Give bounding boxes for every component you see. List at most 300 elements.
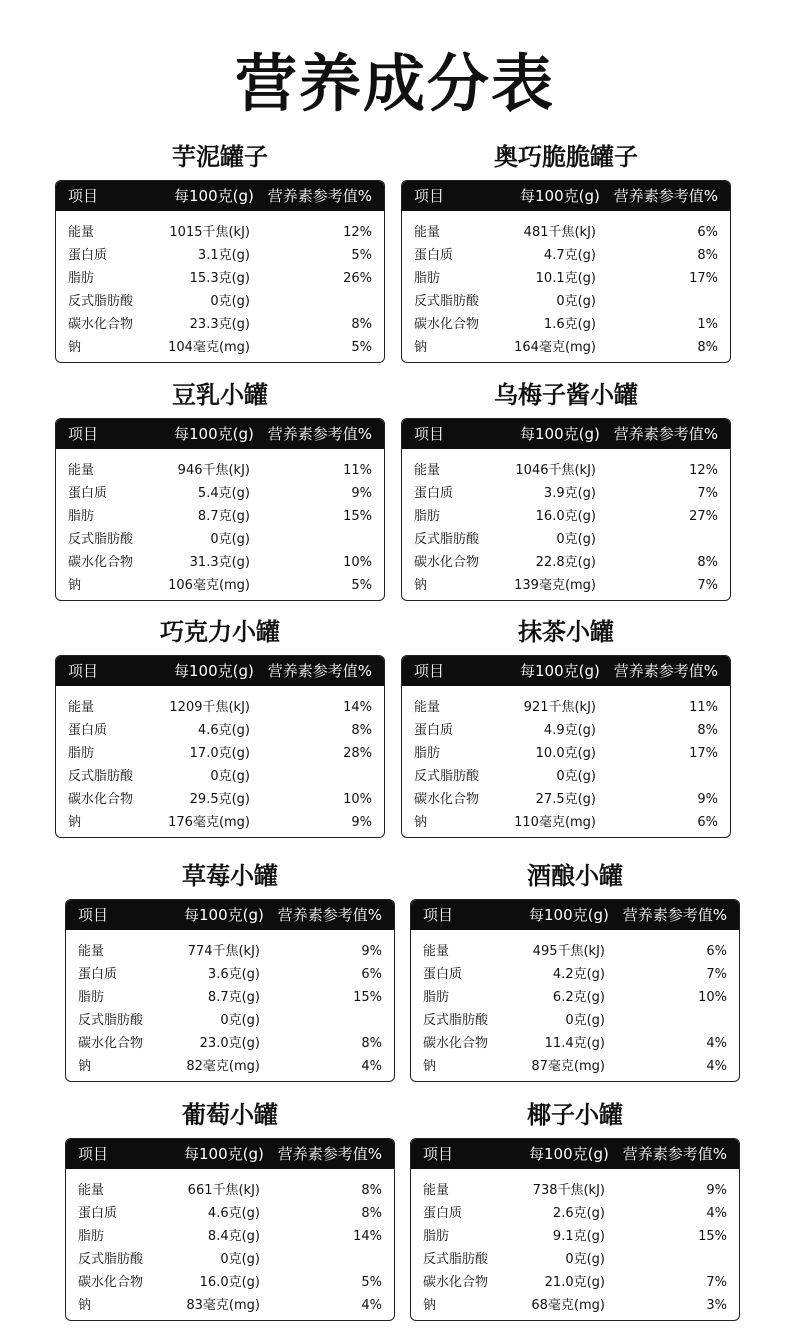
nutrient-value: 661千焦(kJ) — [187, 1183, 260, 1198]
nutrient-name: 脂肪 — [78, 990, 105, 1005]
nutrient-nrv: 15% — [698, 1229, 727, 1244]
nutrient-value: 22.8克(g) — [535, 555, 596, 570]
header-item: 项目 — [414, 662, 445, 680]
nutrient-name: 钠 — [414, 815, 428, 830]
table-row — [411, 1055, 739, 1078]
nutrient-value: 21.0克(g) — [544, 1275, 605, 1290]
nutrient-name: 蛋白质 — [414, 248, 454, 263]
header-per100: 每100克(g) — [174, 662, 254, 680]
nutrient-value: 0克(g) — [210, 769, 250, 784]
nutrient-nrv: 17% — [689, 271, 718, 286]
table-body — [66, 1169, 394, 1317]
card-title: 奥巧脆脆罐子 — [494, 143, 638, 171]
nutrient-nrv: 5% — [361, 1275, 382, 1290]
nutrient-name: 蛋白质 — [78, 1206, 118, 1221]
table-row — [56, 742, 384, 765]
table-row — [66, 1202, 394, 1225]
nutrient-name: 碳水化合物 — [414, 555, 480, 570]
card-title: 豆乳小罐 — [172, 381, 268, 409]
nutrient-name: 脂肪 — [78, 1229, 105, 1244]
header-per100: 每100克(g) — [174, 425, 254, 443]
nutrient-name: 钠 — [414, 340, 428, 355]
table-row — [411, 1248, 739, 1271]
nutrient-nrv: 6% — [361, 967, 382, 982]
nutrient-value: 3.1克(g) — [197, 248, 250, 263]
header-item: 项目 — [78, 906, 109, 924]
nutrient-nrv: 7% — [697, 578, 718, 593]
header-per100: 每100克(g) — [529, 906, 609, 924]
nutrition-card — [55, 142, 385, 363]
table-body — [56, 686, 384, 834]
nutrient-name: 脂肪 — [68, 271, 95, 286]
nutrient-value: 106毫克(mg) — [168, 578, 250, 593]
table-row — [56, 221, 384, 244]
nutrient-name: 碳水化合物 — [68, 317, 134, 332]
header-item: 项目 — [423, 1145, 454, 1163]
nutrient-name: 反式脂肪酸 — [414, 532, 480, 547]
table-row — [402, 811, 730, 834]
nutrient-name: 碳水化合物 — [423, 1036, 489, 1051]
table-row — [402, 788, 730, 811]
nutrient-value: 0克(g) — [556, 294, 596, 309]
nutrient-name: 反式脂肪酸 — [68, 532, 134, 547]
nutrient-value: 104毫克(mg) — [168, 340, 250, 355]
table-header — [66, 900, 394, 930]
nutrient-name: 能量 — [68, 700, 95, 715]
table-row — [66, 1055, 394, 1078]
nutrient-value: 0克(g) — [210, 294, 250, 309]
page-title: 营养成分表 — [234, 47, 555, 120]
table-row — [402, 244, 730, 267]
table-row — [66, 1032, 394, 1055]
header-nrv: 营养素参考值% — [277, 906, 382, 924]
header-item: 项目 — [68, 425, 99, 443]
nutrient-name: 反式脂肪酸 — [414, 294, 480, 309]
nutrient-nrv: 3% — [706, 1298, 727, 1313]
nutrient-value: 8.4克(g) — [207, 1229, 260, 1244]
table-row — [66, 1009, 394, 1032]
table-row — [402, 742, 730, 765]
nutrient-nrv: 4% — [361, 1059, 382, 1074]
nutrient-value: 4.6克(g) — [207, 1206, 260, 1221]
nutrient-name: 钠 — [414, 578, 428, 593]
table-row — [56, 267, 384, 290]
table-body — [402, 211, 730, 359]
nutrient-value: 29.5克(g) — [189, 792, 250, 807]
nutrient-name: 能量 — [68, 225, 95, 240]
table-row — [56, 528, 384, 551]
table-body — [56, 211, 384, 359]
nutrition-card — [65, 1100, 395, 1321]
table-row — [411, 1271, 739, 1294]
table-row — [402, 336, 730, 359]
card-title: 椰子小罐 — [527, 1101, 623, 1129]
nutrient-value: 83毫克(mg) — [186, 1298, 260, 1313]
nutrient-nrv: 10% — [698, 990, 727, 1005]
table-row — [402, 765, 730, 788]
nutrient-nrv: 11% — [689, 700, 718, 715]
table-row — [66, 1294, 394, 1317]
nutrient-name: 反式脂肪酸 — [414, 769, 480, 784]
nutrient-value: 9.1克(g) — [552, 1229, 605, 1244]
nutrient-value: 3.6克(g) — [207, 967, 260, 982]
nutrient-name: 钠 — [423, 1298, 437, 1313]
nutrient-value: 82毫克(mg) — [186, 1059, 260, 1074]
card-title: 葡萄小罐 — [182, 1101, 278, 1129]
nutrient-value: 16.0克(g) — [535, 509, 596, 524]
header-nrv: 营养素参考值% — [267, 662, 372, 680]
nutrient-name: 脂肪 — [414, 746, 441, 761]
nutrient-name: 碳水化合物 — [423, 1275, 489, 1290]
header-per100: 每100克(g) — [520, 187, 600, 205]
table-header — [402, 656, 730, 686]
header-per100: 每100克(g) — [520, 662, 600, 680]
header-item: 项目 — [423, 906, 454, 924]
table-row — [56, 244, 384, 267]
nutrient-nrv: 1% — [697, 317, 718, 332]
nutrient-value: 946千焦(kJ) — [177, 463, 250, 478]
table-row — [402, 551, 730, 574]
nutrient-value: 4.7克(g) — [543, 248, 596, 263]
nutrient-nrv: 5% — [351, 248, 372, 263]
nutrient-nrv: 4% — [706, 1059, 727, 1074]
header-nrv: 营养素参考值% — [613, 187, 718, 205]
nutrient-name: 蛋白质 — [414, 486, 454, 501]
nutrient-nrv: 8% — [361, 1036, 382, 1051]
nutrient-value: 164毫克(mg) — [514, 340, 596, 355]
nutrient-name: 钠 — [68, 815, 82, 830]
nutrient-value: 495千焦(kJ) — [532, 944, 605, 959]
card-title: 抹茶小罐 — [518, 618, 614, 646]
table-row — [56, 811, 384, 834]
nutrient-value: 4.9克(g) — [543, 723, 596, 738]
nutrient-value: 176毫克(mg) — [168, 815, 250, 830]
nutrition-card — [410, 1100, 740, 1321]
header-per100: 每100克(g) — [174, 187, 254, 205]
nutrition-card — [410, 861, 740, 1082]
card-title: 巧克力小罐 — [160, 618, 280, 646]
nutrient-value: 0克(g) — [220, 1252, 260, 1267]
header-item: 项目 — [68, 187, 99, 205]
table-row — [411, 986, 739, 1009]
nutrient-value: 17.0克(g) — [189, 746, 250, 761]
nutrient-value: 0克(g) — [210, 532, 250, 547]
nutrient-name: 钠 — [68, 340, 82, 355]
table-row — [56, 313, 384, 336]
nutrient-nrv: 14% — [343, 700, 372, 715]
nutrition-table — [65, 899, 395, 1082]
table-row — [402, 719, 730, 742]
nutrient-nrv: 8% — [351, 723, 372, 738]
table-row — [66, 963, 394, 986]
table-row — [402, 267, 730, 290]
table-body — [402, 449, 730, 597]
nutrient-value: 3.9克(g) — [543, 486, 596, 501]
nutrient-value: 139毫克(mg) — [514, 578, 596, 593]
header-nrv: 营养素参考值% — [622, 906, 727, 924]
table-header — [56, 181, 384, 211]
table-row — [66, 1225, 394, 1248]
nutrient-nrv: 17% — [689, 746, 718, 761]
table-row — [411, 963, 739, 986]
table-header — [66, 1139, 394, 1169]
nutrient-value: 0克(g) — [565, 1013, 605, 1028]
nutrient-name: 碳水化合物 — [78, 1275, 144, 1290]
nutrient-value: 5.4克(g) — [197, 486, 250, 501]
nutrient-nrv: 9% — [351, 486, 372, 501]
header-item: 项目 — [78, 1145, 109, 1163]
nutrition-table — [65, 1138, 395, 1321]
header-nrv: 营养素参考值% — [267, 187, 372, 205]
nutrient-nrv: 5% — [351, 578, 372, 593]
header-item: 项目 — [414, 187, 445, 205]
header-nrv: 营养素参考值% — [622, 1145, 727, 1163]
nutrient-name: 反式脂肪酸 — [78, 1252, 144, 1267]
table-header — [56, 419, 384, 449]
nutrient-value: 31.3克(g) — [189, 555, 250, 570]
nutrient-nrv: 9% — [706, 1183, 727, 1198]
table-header — [402, 419, 730, 449]
nutrient-name: 钠 — [68, 578, 82, 593]
nutrient-name: 脂肪 — [414, 509, 441, 524]
nutrient-name: 反式脂肪酸 — [423, 1013, 489, 1028]
nutrient-nrv: 8% — [697, 248, 718, 263]
nutrient-value: 68毫克(mg) — [531, 1298, 605, 1313]
card-title: 酒酿小罐 — [527, 862, 623, 890]
nutrient-name: 脂肪 — [68, 746, 95, 761]
nutrient-name: 蛋白质 — [68, 248, 108, 263]
nutrition-card — [401, 380, 731, 601]
nutrition-table — [55, 418, 385, 601]
table-row — [402, 313, 730, 336]
nutrient-nrv: 5% — [351, 340, 372, 355]
table-row — [402, 574, 730, 597]
table-row — [66, 1248, 394, 1271]
header-per100: 每100克(g) — [529, 1145, 609, 1163]
nutrient-nrv: 9% — [697, 792, 718, 807]
nutrient-name: 蛋白质 — [68, 486, 108, 501]
nutrient-name: 蛋白质 — [414, 723, 454, 738]
nutrient-name: 能量 — [78, 944, 105, 959]
nutrient-value: 921千焦(kJ) — [523, 700, 596, 715]
table-body — [56, 449, 384, 597]
nutrient-value: 4.6克(g) — [197, 723, 250, 738]
nutrient-value: 8.7克(g) — [207, 990, 260, 1005]
table-row — [56, 482, 384, 505]
nutrient-name: 蛋白质 — [423, 1206, 463, 1221]
table-row — [402, 459, 730, 482]
nutrient-value: 16.0克(g) — [199, 1275, 260, 1290]
nutrient-value: 0克(g) — [565, 1252, 605, 1267]
table-row — [402, 221, 730, 244]
table-row — [411, 1294, 739, 1317]
nutrient-name: 能量 — [414, 700, 441, 715]
nutrient-value: 15.3克(g) — [189, 271, 250, 286]
table-row — [56, 290, 384, 313]
header-nrv: 营养素参考值% — [613, 662, 718, 680]
nutrient-nrv: 7% — [697, 486, 718, 501]
header-per100: 每100克(g) — [520, 425, 600, 443]
nutrient-value: 0克(g) — [556, 532, 596, 547]
nutrition-table — [401, 655, 731, 838]
table-row — [56, 574, 384, 597]
nutrient-nrv: 9% — [361, 944, 382, 959]
header-nrv: 营养素参考值% — [267, 425, 372, 443]
nutrient-value: 4.2克(g) — [552, 967, 605, 982]
nutrient-nrv: 12% — [689, 463, 718, 478]
header-item: 项目 — [414, 425, 445, 443]
nutrient-name: 蛋白质 — [68, 723, 108, 738]
nutrient-name: 能量 — [414, 225, 441, 240]
nutrient-name: 脂肪 — [423, 990, 450, 1005]
nutrient-nrv: 15% — [343, 509, 372, 524]
nutrient-name: 能量 — [423, 944, 450, 959]
nutrient-nrv: 8% — [351, 317, 372, 332]
table-row — [402, 482, 730, 505]
nutrient-value: 23.3克(g) — [189, 317, 250, 332]
nutrient-name: 反式脂肪酸 — [423, 1252, 489, 1267]
nutrient-value: 8.7克(g) — [197, 509, 250, 524]
nutrient-nrv: 6% — [706, 944, 727, 959]
nutrient-nrv: 12% — [343, 225, 372, 240]
nutrient-value: 1209千焦(kJ) — [169, 700, 250, 715]
nutrient-value: 1046千焦(kJ) — [515, 463, 596, 478]
table-row — [56, 336, 384, 359]
table-body — [411, 1169, 739, 1317]
nutrient-nrv: 4% — [706, 1036, 727, 1051]
table-row — [66, 940, 394, 963]
nutrition-card — [65, 861, 395, 1082]
nutrient-name: 能量 — [78, 1183, 105, 1198]
header-nrv: 营养素参考值% — [613, 425, 718, 443]
nutrient-nrv: 9% — [351, 815, 372, 830]
nutrient-nrv: 10% — [343, 792, 372, 807]
table-row — [411, 1009, 739, 1032]
table-header — [402, 181, 730, 211]
nutrient-name: 碳水化合物 — [414, 317, 480, 332]
header-per100: 每100克(g) — [184, 906, 264, 924]
nutrition-table — [410, 1138, 740, 1321]
table-row — [402, 696, 730, 719]
nutrient-name: 碳水化合物 — [68, 792, 134, 807]
table-row — [56, 765, 384, 788]
nutrient-nrv: 15% — [353, 990, 382, 1005]
nutrition-card — [401, 142, 731, 363]
table-body — [411, 930, 739, 1078]
card-title: 乌梅子酱小罐 — [494, 381, 638, 409]
table-row — [411, 1179, 739, 1202]
nutrient-name: 碳水化合物 — [78, 1036, 144, 1051]
nutrient-name: 反式脂肪酸 — [68, 294, 134, 309]
nutrient-nrv: 8% — [361, 1183, 382, 1198]
nutrient-name: 脂肪 — [414, 271, 441, 286]
nutrition-card — [55, 617, 385, 838]
nutrient-value: 23.0克(g) — [199, 1036, 260, 1051]
table-body — [66, 930, 394, 1078]
table-header — [411, 1139, 739, 1169]
nutrient-value: 10.0克(g) — [535, 746, 596, 761]
nutrient-nrv: 4% — [361, 1298, 382, 1313]
nutrient-name: 碳水化合物 — [414, 792, 480, 807]
nutrient-value: 110毫克(mg) — [514, 815, 596, 830]
nutrient-value: 2.6克(g) — [552, 1206, 605, 1221]
table-row — [66, 1179, 394, 1202]
table-row — [56, 505, 384, 528]
nutrition-card — [401, 617, 731, 838]
nutrition-table — [401, 418, 731, 601]
nutrition-table — [410, 899, 740, 1082]
card-title: 草莓小罐 — [182, 862, 278, 890]
nutrient-nrv: 6% — [697, 815, 718, 830]
nutrient-value: 27.5克(g) — [535, 792, 596, 807]
nutrient-nrv: 14% — [353, 1229, 382, 1244]
nutrient-nrv: 7% — [706, 1275, 727, 1290]
table-row — [56, 719, 384, 742]
header-item: 项目 — [68, 662, 99, 680]
nutrient-name: 蛋白质 — [78, 967, 118, 982]
nutrient-value: 0克(g) — [556, 769, 596, 784]
nutrient-nrv: 8% — [697, 340, 718, 355]
nutrient-nrv: 4% — [706, 1206, 727, 1221]
table-row — [411, 1202, 739, 1225]
nutrition-table — [55, 655, 385, 838]
nutrient-value: 774千焦(kJ) — [187, 944, 260, 959]
nutrient-value: 738千焦(kJ) — [532, 1183, 605, 1198]
table-header — [411, 900, 739, 930]
nutrient-name: 能量 — [68, 463, 95, 478]
nutrient-name: 蛋白质 — [423, 967, 463, 982]
table-row — [402, 505, 730, 528]
table-header — [56, 656, 384, 686]
nutrient-name: 钠 — [78, 1059, 92, 1074]
nutrient-value: 10.1克(g) — [535, 271, 596, 286]
card-title: 芋泥罐子 — [172, 143, 268, 171]
table-row — [411, 940, 739, 963]
nutrient-nrv: 8% — [697, 723, 718, 738]
nutrient-nrv: 7% — [706, 967, 727, 982]
nutrient-name: 钠 — [423, 1059, 437, 1074]
header-nrv: 营养素参考值% — [277, 1145, 382, 1163]
nutrient-nrv: 8% — [361, 1206, 382, 1221]
nutrient-nrv: 8% — [697, 555, 718, 570]
nutrition-card — [55, 380, 385, 601]
nutrient-value: 1.6克(g) — [543, 317, 596, 332]
header-per100: 每100克(g) — [184, 1145, 264, 1163]
nutrient-nrv: 27% — [689, 509, 718, 524]
nutrient-name: 反式脂肪酸 — [68, 769, 134, 784]
nutrient-value: 0克(g) — [220, 1013, 260, 1028]
table-row — [402, 290, 730, 313]
nutrient-name: 能量 — [414, 463, 441, 478]
nutrient-value: 1015千焦(kJ) — [169, 225, 250, 240]
table-row — [411, 1225, 739, 1248]
nutrient-name: 能量 — [423, 1183, 450, 1198]
table-row — [66, 986, 394, 1009]
table-row — [402, 528, 730, 551]
nutrient-value: 87毫克(mg) — [531, 1059, 605, 1074]
nutrient-name: 脂肪 — [423, 1229, 450, 1244]
table-row — [66, 1271, 394, 1294]
nutrition-table — [55, 180, 385, 363]
nutrient-value: 11.4克(g) — [544, 1036, 605, 1051]
nutrition-table — [401, 180, 731, 363]
table-body — [402, 686, 730, 834]
nutrient-nrv: 26% — [343, 271, 372, 286]
table-row — [56, 788, 384, 811]
table-row — [411, 1032, 739, 1055]
nutrient-name: 钠 — [78, 1298, 92, 1313]
nutrient-nrv: 28% — [343, 746, 372, 761]
